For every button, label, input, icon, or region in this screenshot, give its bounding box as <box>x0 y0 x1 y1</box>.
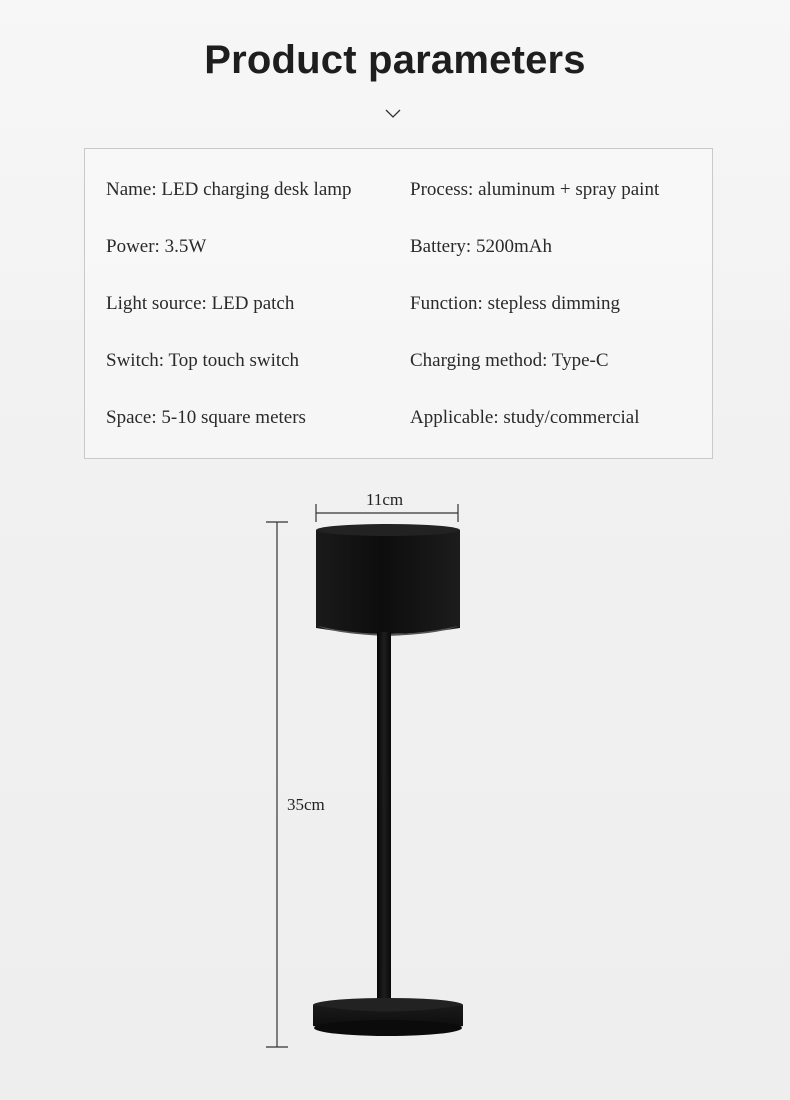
lamp-illustration <box>0 470 790 1100</box>
param-charging-method: Charging method: Type-C <box>410 350 609 371</box>
param-process: Process: aluminum + spray paint <box>410 179 660 200</box>
height-label: 35cm <box>287 795 325 814</box>
lamp-base <box>313 998 463 1036</box>
param-battery: Battery: 5200mAh <box>410 236 552 257</box>
chevron-down-icon <box>385 108 401 120</box>
param-applicable: Applicable: study/commercial <box>410 407 640 428</box>
lamp-pole <box>377 632 391 1004</box>
param-switch: Switch: Top touch switch <box>106 350 300 371</box>
param-light-source: Light source: LED patch <box>106 293 295 314</box>
lamp-shade <box>316 524 460 636</box>
parameters-table <box>84 148 713 459</box>
param-space: Space: 5-10 square meters <box>106 407 306 428</box>
height-dimension-line <box>266 522 288 1047</box>
page-title: Product parameters <box>204 38 586 82</box>
width-label: 11cm <box>366 490 404 509</box>
param-power: Power: 3.5W <box>106 236 207 257</box>
param-function: Function: stepless dimming <box>410 293 621 314</box>
param-name: Name: LED charging desk lamp <box>106 179 352 200</box>
